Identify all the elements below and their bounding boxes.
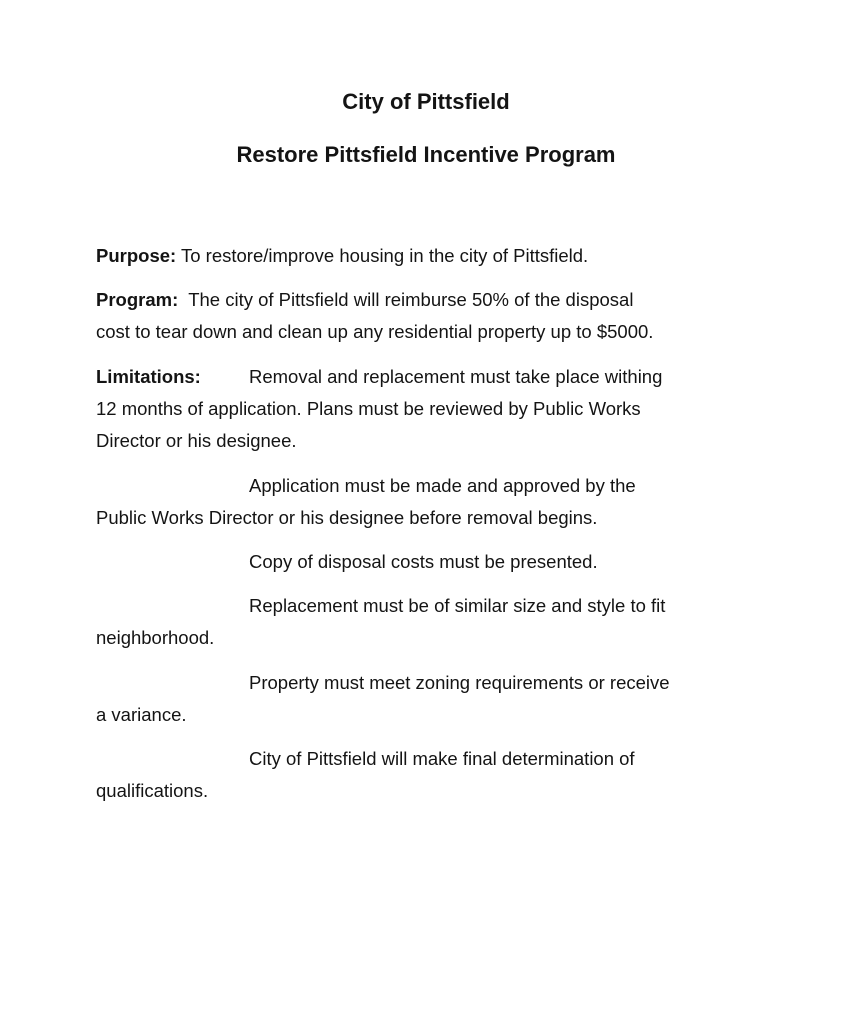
purpose-line [96,244,588,268]
limitation-item-5-cont: a variance. [96,704,187,725]
limitation-item-3: Copy of disposal costs must be presented. [249,551,598,572]
purpose-text: To restore/improve housing in the city of Pittsfield. [181,245,589,266]
limitation-item-1: Removal and replacement must take place withing [249,366,663,387]
limitation-item-5: Property must meet zoning requirements or receive [249,672,670,693]
limitation-item-4-cont: neighborhood. [96,627,215,648]
city-title: City of Pittsfield [342,89,510,114]
program-title: Restore Pittsfield Incentive Program [236,142,616,167]
program-text-1: The city of Pittsfield will reimburse 50% of the disposal [188,289,634,310]
program-line-2: cost to tear down and clean up any residential property up to $5000. [96,321,654,342]
limitation-item-4: Replacement must be of similar size and style to fit [249,595,666,616]
program-label: Program: [96,289,179,310]
limitation-item-6-cont: qualifications. [96,780,209,801]
program-line-1 [96,288,633,312]
limitation-item-6: City of Pittsfield will make final determination of [249,748,635,769]
limitation-item-1-cont: 12 months of application. Plans must be reviewed by Public Works [96,398,641,419]
limitation-item-2: Application must be made and approved by the [249,475,636,496]
purpose-label: Purpose: [96,245,177,266]
limitation-item-2-cont: Public Works Director or his designee before removal begins. [96,507,598,528]
limitation-item-1-cont: Director or his designee. [96,430,297,451]
limitations-label: Limitations: [96,366,201,387]
